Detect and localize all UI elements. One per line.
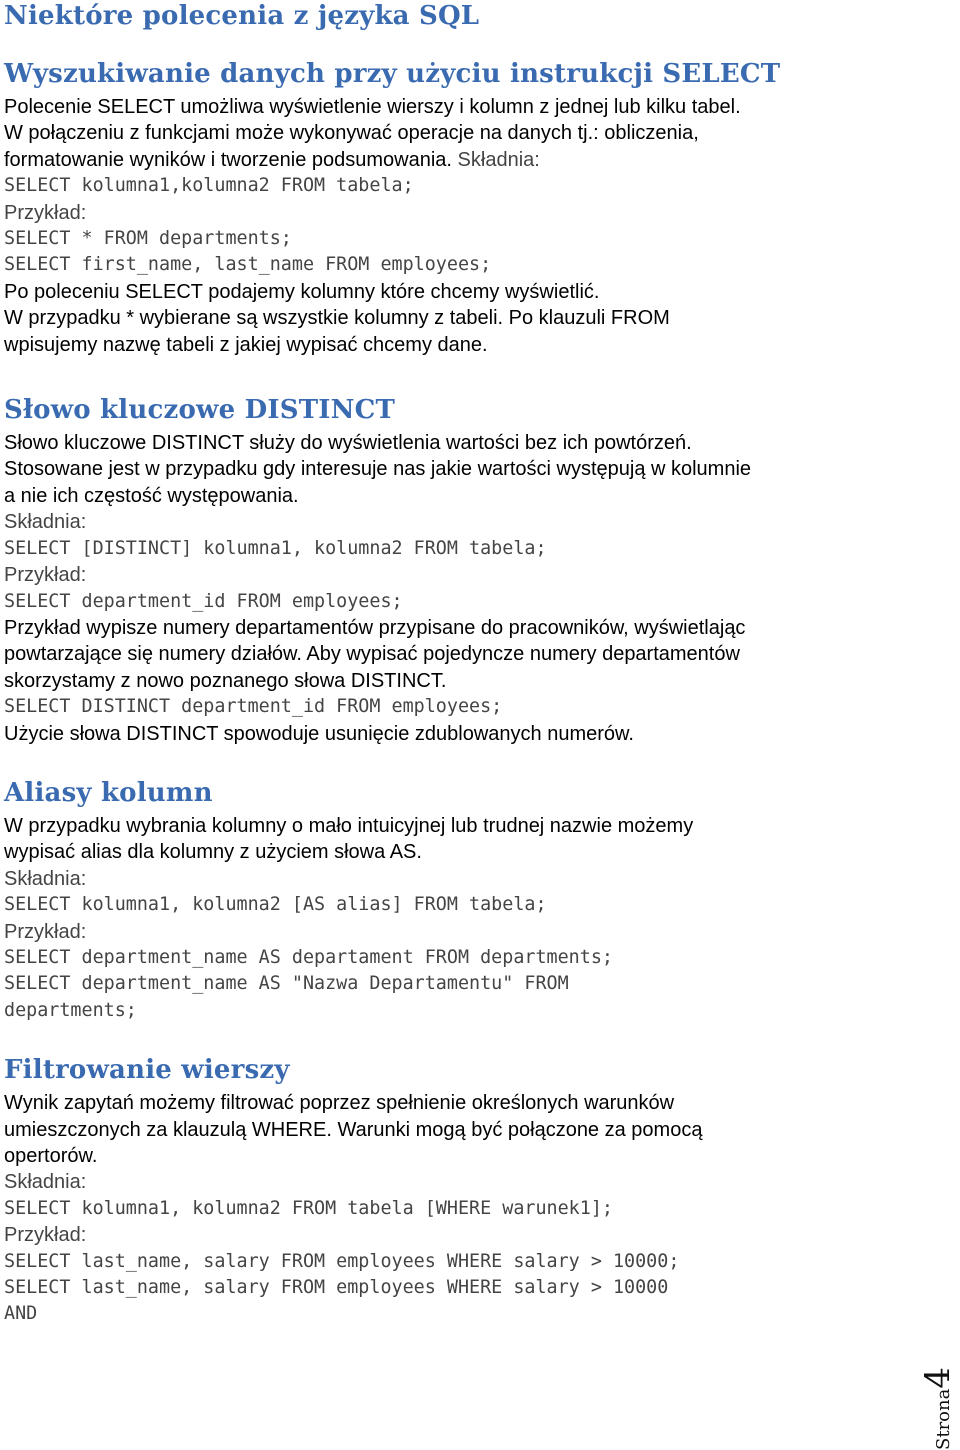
code-line: SELECT department_name AS departament FROM departments; (4, 946, 613, 968)
code-line: SELECT last_name, salary FROM employees WHERE salary > 10000 (4, 1277, 669, 1299)
paragraph-line: Po poleceniu SELECT podajemy kolumny które chcemy wyświetlić. (4, 280, 600, 303)
paragraph-line: Użycie słowa DISTINCT spowoduje usunięcie zdublowanych numerów. (4, 722, 634, 745)
page-title: Niektóre polecenia z języka SQL (4, 1, 480, 31)
code-line: SELECT [DISTINCT] kolumna1, kolumna2 FROM tabela; (4, 537, 547, 559)
paragraph-line: wpisujemy nazwę tabeli z jakiej wypisać chcemy dane. (4, 333, 488, 356)
example-label: Przykład: (4, 920, 87, 943)
paragraph-line: W przypadku wybrania kolumny o mało intuicyjnej lub trudnej nazwie możemy (4, 814, 694, 837)
section-heading-filtering: Filtrowanie wierszy (4, 1055, 290, 1086)
section-heading-select: Wyszukiwanie danych przy użyciu instrukcji SELECT (4, 59, 781, 89)
paragraph-line: skorzystamy z nowo poznanego słowa DISTINCT. (4, 669, 447, 692)
code-line: SELECT * FROM departments; (4, 228, 292, 250)
example-label: Przykład: (4, 564, 87, 587)
code-line: SELECT department_id FROM employees; (4, 590, 403, 612)
page-label: Strona (933, 1388, 954, 1450)
page-footer (918, 1330, 958, 1450)
code-line: SELECT kolumna1, kolumna2 [AS alias] FROM tabela; (4, 894, 547, 916)
section-heading-aliases: Aliasy kolumn (4, 777, 213, 808)
section-heading-distinct: Słowo kluczowe DISTINCT (4, 395, 396, 426)
paragraph-line: wypisać alias dla kolumny z użyciem słowa AS. (4, 841, 422, 864)
example-label: Przykład: (4, 1224, 87, 1247)
syntax-label: Składnia: (4, 867, 87, 890)
example-label: Przykład: (4, 201, 87, 224)
paragraph-line: W połączeniu z funkcjami może wykonywać operacje na danych tj.: obliczenia, (4, 122, 699, 145)
paragraph-line (4, 147, 934, 173)
paragraph-line: umieszczonych za klauzulą WHERE. Warunki mogą być połączone za pomocą (4, 1118, 703, 1141)
paragraph-line: a nie ich częstość występowania. (4, 484, 299, 507)
page-number: 4 (918, 1367, 958, 1389)
paragraph-line: W przypadku * wybierane są wszystkie kolumny z tabeli. Po klauzuli FROM (4, 307, 670, 330)
code-line: AND (4, 1303, 38, 1325)
paragraph-line: Słowo kluczowe DISTINCT służy do wyświetlenia wartości bez ich powtórzeń. (4, 432, 692, 455)
syntax-label: Składnia: (4, 1171, 87, 1194)
code-line: SELECT DISTINCT department_id FROM employees; (4, 696, 503, 718)
paragraph-line: Przykład wypisze numery departamentów przypisane do pracowników, wyświetlając (4, 616, 746, 639)
paragraph-line: Wynik zapytań możemy filtrować poprzez spełnienie określonych warunków (4, 1092, 675, 1115)
code-line: SELECT department_name AS "Nazwa Departamentu" FROM (4, 973, 569, 995)
paragraph-line: Polecenie SELECT umożliwa wyświetlenie wierszy i kolumn z jednej lub kilku tabel. (4, 96, 741, 118)
syntax-label: Składnia: (457, 148, 540, 171)
code-line: SELECT last_name, salary FROM employees WHERE salary > 10000; (4, 1250, 680, 1272)
code-line: SELECT kolumna1, kolumna2 FROM tabela [WHERE warunek1]; (4, 1197, 613, 1219)
paragraph-line: opertorów. (4, 1145, 98, 1167)
document-page (4, 0, 934, 1328)
paragraph-line: Stosowane jest w przypadku gdy interesuje nas jakie wartości występują w kolumnie (4, 458, 752, 481)
paragraph-line: powtarzające się numery działów. Aby wypisać pojedyncze numery departamentów (4, 643, 740, 666)
code-line: SELECT kolumna1,kolumna2 FROM tabela; (4, 175, 414, 197)
syntax-label: Składnia: (4, 511, 87, 534)
paragraph-text: formatowanie wyników i tworzenie podsumowania. (4, 148, 458, 171)
code-line: departments; (4, 999, 137, 1021)
code-line: SELECT first_name, last_name FROM employees; (4, 254, 492, 276)
